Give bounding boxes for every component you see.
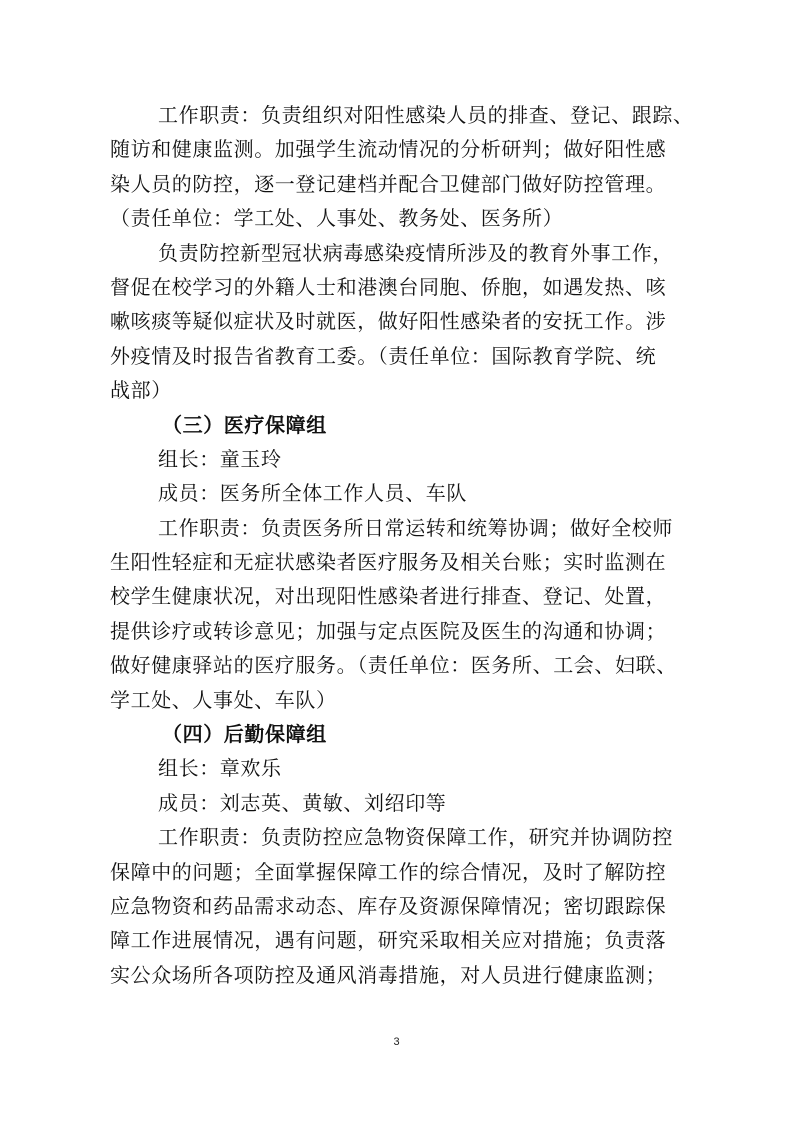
section-heading: （四）后勤保障组 [162, 722, 327, 747]
paragraph-line: 督促在校学习的外籍人士和港澳台同胞、侨胞，如遇发热、咳 [110, 274, 667, 299]
section-heading: （三）医疗保障组 [162, 412, 327, 437]
paragraph-line: 障工作进展情况，遇有问题，研究采取相关应对措施；负责落 [110, 928, 667, 953]
paragraph-line: 染人员的防控，逐一登记建档并配合卫健部门做好防控管理。 [110, 171, 667, 196]
paragraph-line: 成员：刘志英、黄敏、刘绍印等 [158, 790, 447, 815]
paragraph-line: 校学生健康状况，对出现阳性感染者进行排查、登记、处置， [110, 584, 667, 609]
paragraph-line: 组长：章欢乐 [158, 756, 282, 781]
page-number: 3 [393, 1036, 400, 1048]
document-body [110, 98, 694, 992]
paragraph-line: 负责防控新型冠状病毒感染疫情所涉及的教育外事工作， [158, 240, 673, 265]
paragraph-line: 做好健康驿站的医疗服务。（责任单位：医务所、工会、妇联、 [110, 653, 677, 678]
paragraph-line: （责任单位：学工处、人事处、教务处、医务所） [110, 206, 564, 231]
paragraph-line: 随访和健康监测。加强学生流动情况的分析研判；做好阳性感 [110, 137, 667, 162]
paragraph-line: 嗽咳痰等疑似症状及时就医，做好阳性感染者的安抚工作。涉 [110, 309, 667, 334]
paragraph-line: 应急物资和药品需求动态、库存及资源保障情况；密切跟踪保 [110, 893, 667, 918]
paragraph-line: 保障中的问题；全面掌握保障工作的综合情况，及时了解防控 [110, 859, 667, 884]
paragraph-line: 提供诊疗或转诊意见；加强与定点医院及医生的沟通和协调； [110, 618, 667, 643]
paragraph-line: 外疫情及时报告省教育工委。（责任单位：国际教育学院、统 [110, 343, 657, 368]
paragraph-line: 组长：童玉玲 [158, 446, 282, 471]
paragraph-line: 战部） [110, 378, 172, 403]
paragraph-line: 工作职责：负责防控应急物资保障工作，研究并协调防控 [158, 825, 673, 850]
paragraph-line: 实公众场所各项防控及通风消毒措施，对人员进行健康监测； [110, 962, 667, 987]
paragraph-line: 生阳性轻症和无症状感染者医疗服务及相关台账；实时监测在 [110, 550, 667, 575]
paragraph-line: 成员：医务所全体工作人员、车队 [158, 481, 467, 506]
paragraph-line: 工作职责：负责组织对阳性感染人员的排查、登记、跟踪、 [158, 103, 694, 127]
paragraph-line: 工作职责：负责医务所日常运转和统筹协调；做好全校师 [158, 515, 673, 540]
paragraph-line: 学工处、人事处、车队） [110, 687, 337, 712]
